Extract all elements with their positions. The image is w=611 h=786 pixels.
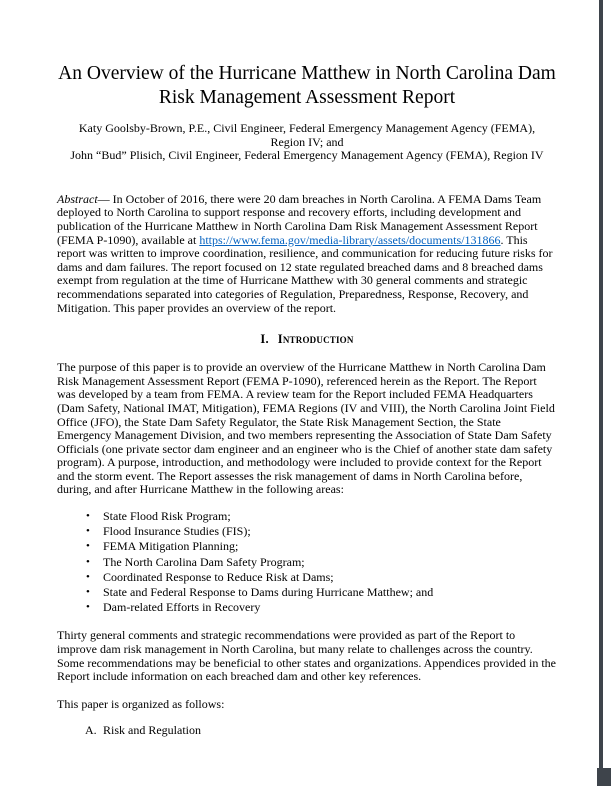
author-line-2: Region IV; and [270, 134, 344, 149]
bullet-icon: • [86, 586, 90, 599]
section-heading-introduction [57, 332, 557, 347]
author-block [57, 122, 557, 163]
author-line-1: Katy Goolsby-Brown, P.E., Civil Engineer, Federal Emergency Management Agency (FEMA), [78, 121, 536, 135]
list-item [57, 539, 557, 554]
abstract-paragraph [57, 193, 557, 315]
organization-line: This paper is organized as follows: [57, 696, 225, 711]
list-item-text: State Flood Risk Program; [103, 509, 231, 524]
abstract-label: Abstract [57, 191, 98, 206]
abstract-text-after-link: . This report was written to improve coordination, resilience, and communication for reducing future risks for dams and dam failures. The report focused on 12 state regulated breached dams and 8 breached dams exempt from regulation at the time of Hurricane Matthew with 30 general comments and strategic recommendations separated into categories of Regulation, Preparedness, Response, Recovery, and Mitigation. This paper provides an overview of the report. [57, 232, 553, 315]
page-corner-shadow [597, 768, 611, 786]
bullet-icon: • [86, 601, 90, 614]
outline-item-a-label: A. [85, 723, 97, 738]
paper-title [57, 62, 557, 109]
report-url-link[interactable]: https://www.fema.gov/media-library/assets/documents/131866 [199, 232, 501, 247]
page-edge-right [599, 0, 603, 786]
list-item-text: FEMA Mitigation Planning; [103, 539, 239, 554]
list-item-text: Dam-related Efforts in Recovery [103, 600, 261, 615]
section-title: Introduction [277, 332, 354, 347]
author-line-3: John “Bud” Plisich, Civil Engineer, Federal Emergency Management Agency (FEMA), Region IV [70, 148, 544, 163]
list-item [57, 509, 557, 524]
list-item-text: Flood Insurance Studies (FIS); [103, 524, 251, 539]
list-item [57, 555, 557, 570]
list-item-text: Coordinated Response to Reduce Risk at Dams; [103, 569, 334, 584]
list-item [57, 600, 557, 615]
abstract-dash: — [97, 191, 113, 206]
list-item [57, 585, 557, 600]
section-number: I. [260, 332, 269, 347]
list-item-text: State and Federal Response to Dams during Hurricane Matthew; and [103, 585, 434, 600]
list-item [57, 524, 557, 539]
bullet-icon: • [86, 540, 90, 553]
bullet-icon: • [86, 555, 90, 568]
list-item-text: The North Carolina Dam Safety Program; [103, 554, 305, 569]
bullet-icon: • [86, 510, 90, 523]
list-item [57, 570, 557, 585]
intro-paragraph: The purpose of this paper is to provide an overview of the Hurricane Matthew in North Carolina Dam Risk Management Assessment Report (FEMA P-1090), referenced herein as the Report. The Report was developed by a team from FEMA. A review team for the Report included FEMA Headquarters (Dam Safety, National IMAT, Mitigation), FEMA Regions (IV and VIII), the North Carolina Joint Field Office (JFO), the State Dam Safety Regulator, the State Risk Management Section, the State Emergency Management Division, and two members representing the Association of State Dam Safety Officials (one private sector dam engineer and an engineer who is the Chief of another state dam safety program). A purpose, introduction, and methodology were included to provide context for the Report and the storm event. The Report assesses the risk management of dams in North Carolina before, during, and after Hurricane Matthew in the following areas: [57, 360, 555, 497]
outline-item-a [57, 724, 557, 738]
bullet-icon: • [86, 570, 90, 583]
outline-item-a-text: Risk and Regulation [103, 723, 201, 738]
focus-areas-list [57, 509, 557, 615]
bullet-icon: • [86, 525, 90, 538]
recommendations-paragraph: Thirty general comments and strategic recommendations were provided as part of the Report to improve dam risk management in North Carolina, but many relate to challenges across the country. Some recommendations may be beneficial to other states and organizations. Appendices provided in the Report include information on each breached dam and other key references. [57, 628, 556, 684]
abstract-text-before-link: In October of 2016, there were 20 dam breaches in North Carolina. A FEMA Dams Team deployed to North Carolina to support response and recovery efforts, including development and publication of the Hurricane Matthew in North Carolina Dam Risk Management Assessment Report (FEMA P-1090), available at [57, 191, 542, 247]
paper-title-line-2: Risk Management Assessment Report [158, 86, 456, 108]
paper-title-line-1: An Overview of the Hurricane Matthew in North Carolina Dam [58, 63, 556, 84]
